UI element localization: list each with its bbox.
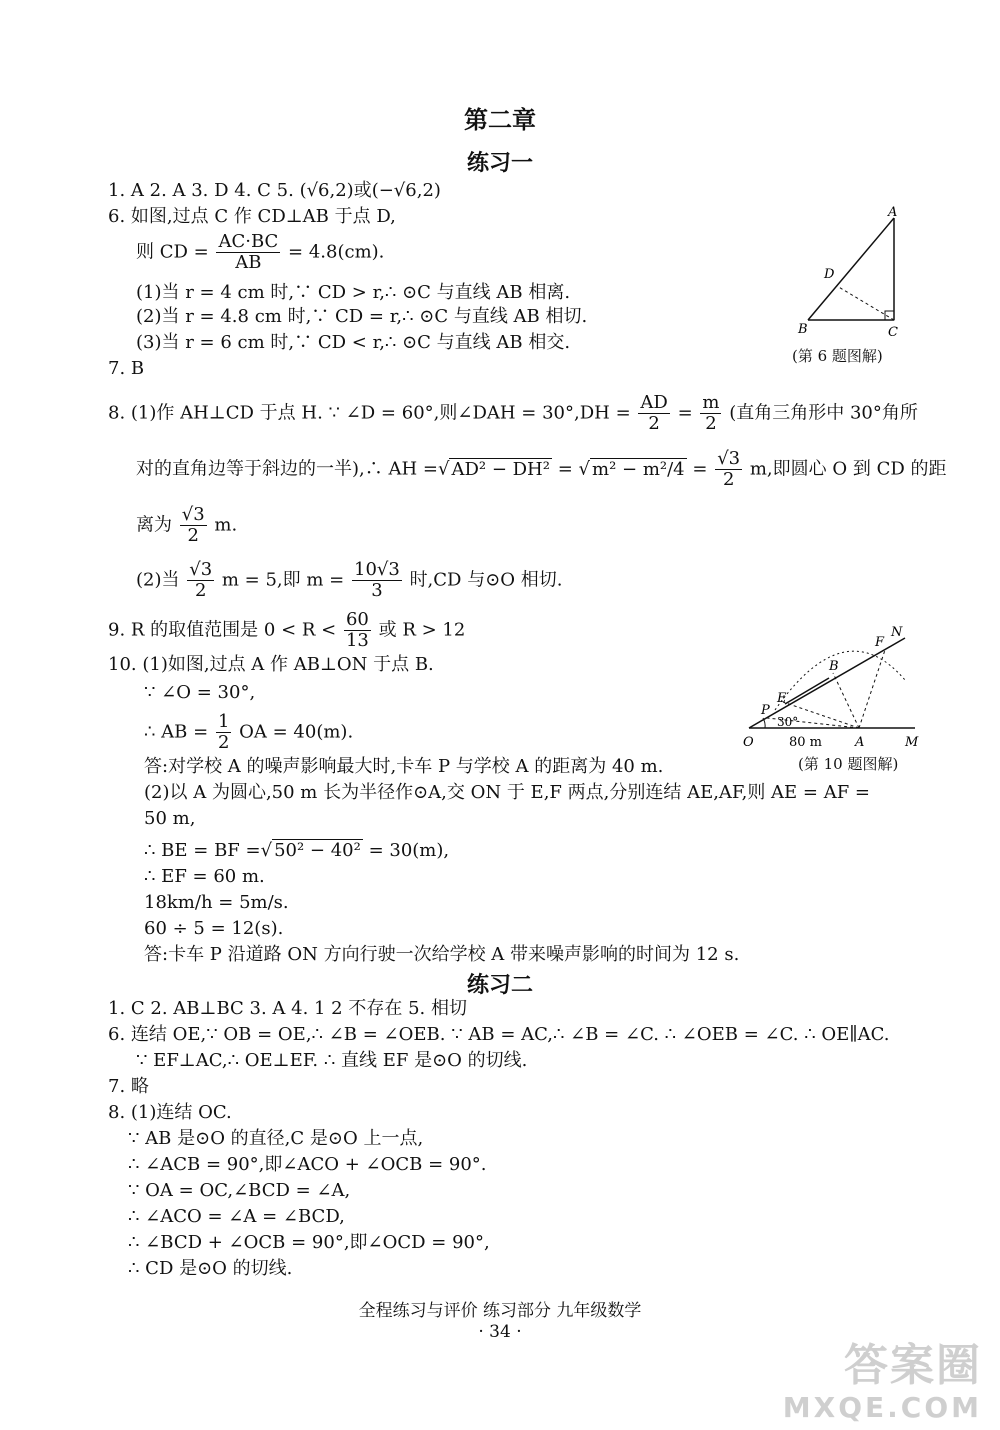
answer-line-8a: 8. (1)作 AH⊥CD 于点 H. ∵ ∠D = 60°,则∠DAH = 30°,DH = $\frac{AD}{2}$ = $\frac{m}{2}$ (直角三角形中 30°角所 [108,392,918,434]
chapter-title: 第二章 [464,106,536,134]
fig6-label-a: A [888,205,898,220]
answer-line-7: 7. B [108,358,145,379]
answer-line-10i: 18km/h = 5m/s. [144,892,289,913]
answer-line-6c: (1)当 r = 4 cm 时,∵ CD > r,∴ ⊙C 与直线 AB 相离. [136,282,571,303]
answer2-line-8g: ∴ CD 是⊙O 的切线. [128,1258,293,1279]
answer2-line-8f: ∴ ∠BCD + ∠OCB = 90°,即∠OCD = 90°, [128,1232,490,1253]
fig10-distance-label: 80 m [789,735,823,750]
answer2-line-6b: ∵ EF⊥AC,∴ OE⊥EF. ∴ 直线 EF 是⊙O 的切线. [136,1050,528,1071]
fig10-label-e: E [777,691,787,706]
answer-line-10k: 答:卡车 P 沿道路 ON 方向行驶一次给学校 A 带来噪声影响的时间为 12 s. [144,944,740,965]
answer-line-6d: (2)当 r = 4.8 cm 时,∵ CD = r,∴ ⊙C 与直线 AB 相切. [136,306,588,327]
answer2-line-8b: ∵ AB 是⊙O 的直径,C 是⊙O 上一点, [128,1128,424,1149]
figure-6-triangle [790,200,920,350]
answer-line-10c: ∴ AB = $\frac{1}{2}$ OA = 40(m). [144,711,354,753]
fig6-label-c: C [888,325,898,340]
answer-line-8b: 对的直角边等于斜边的一半),∴ AH =√ AD² − DH² = √ m² − m²/4 = $\frac{√3}{2}$ m,即圆心 O 到 CD 的距 [136,448,947,490]
fig10-label-p: P [761,703,770,718]
answer-line-10e: (2)以 A 为圆心,50 m 长为半径作⊙A,交 ON 于 E,F 两点,分别连结 AE,AF,则 AE = AF = [144,782,871,803]
watermark-line-2: MXQE.COM [782,1391,982,1424]
fig10-label-a: A [855,735,865,750]
fig6-label-d: D [824,267,835,282]
answer2-line-8c: ∴ ∠ACB = 90°,即∠ACO + ∠OCB = 90°. [128,1154,487,1175]
answer2-line-1: 1. C 2. AB⊥BC 3. A 4. 1 2 不存在 5. 相切 [108,998,467,1019]
answer-line-9: 9. R 的取值范围是 0 < R < $\frac{60}{13}$ 或 R > 12 [108,609,466,651]
watermark [783,1341,982,1424]
footer-book-title: 全程练习与评价 练习部分 九年级数学 [358,1301,642,1321]
fig10-label-b: B [829,659,839,674]
figure-6-caption: (第 6 题图解) [792,347,883,365]
answer-line-1: 1. A 2. A 3. D 4. C 5. (√6,2)或(−√6,2) [108,180,441,201]
fig10-label-f: F [875,635,885,650]
answer-line-6a: 6. 如图,过点 C 作 CD⊥AB 于点 D, [108,206,396,227]
answer-line-10j: 60 ÷ 5 = 12(s). [144,918,284,939]
answer-line-10b: ∵ ∠O = 30°, [144,682,256,703]
fig10-label-o: O [743,735,754,750]
answer2-line-8e: ∴ ∠ACO = ∠A = ∠BCD, [128,1206,345,1227]
answer-line-10g: ∴ BE = BF =√ 50² − 40² = 30(m), [144,840,450,861]
answer-line-10f: 50 m, [144,808,196,829]
section-title-2: 练习二 [466,973,533,998]
footer-page-number: · 34 · [478,1322,522,1342]
answer-line-6e: (3)当 r = 6 cm 时,∵ CD < r,∴ ⊙C 与直线 AB 相交. [136,332,571,353]
fig10-label-m: M [905,735,919,750]
answer2-line-7: 7. 略 [108,1076,149,1097]
fig10-label-n: N [891,625,903,640]
fig6-label-b: B [798,322,808,337]
fig10-angle-label: 30° [777,715,799,729]
answer2-line-6a: 6. 连结 OE,∵ OB = OE,∴ ∠B = ∠OEB. ∵ AB = AC,∴ ∠B = ∠C. ∴ ∠OEB = ∠C. ∴ OE∥AC. [108,1024,890,1045]
section-title-1: 练习一 [466,151,533,176]
figure-10-caption: (第 10 题图解) [798,755,899,773]
answer-line-6b: 则 CD = $\frac{AC\cdot BC}{AB}$ = 4.8(cm). [136,231,385,273]
watermark-line-1: 答案圈 [844,1340,982,1391]
figure-10-diagram [735,620,925,755]
answer2-line-8a: 8. (1)连结 OC. [108,1102,232,1123]
answer2-line-8d: ∵ OA = OC,∠BCD = ∠A, [128,1180,351,1201]
answer-line-10h: ∴ EF = 60 m. [144,866,265,887]
answer-line-8c: 离为 $\frac{√3}{2}$ m. [136,504,238,546]
answer-line-10d: 答:对学校 A 的噪声影响最大时,卡车 P 与学校 A 的距离为 40 m. [144,756,664,777]
answer-line-8d: (2)当 $\frac{√3}{2}$ m = 5,即 m = $\frac{10√3}{3}$ 时,CD 与⊙O 相切. [136,559,563,601]
answer-line-10a: 10. (1)如图,过点 A 作 AB⊥ON 于点 B. [108,654,434,675]
